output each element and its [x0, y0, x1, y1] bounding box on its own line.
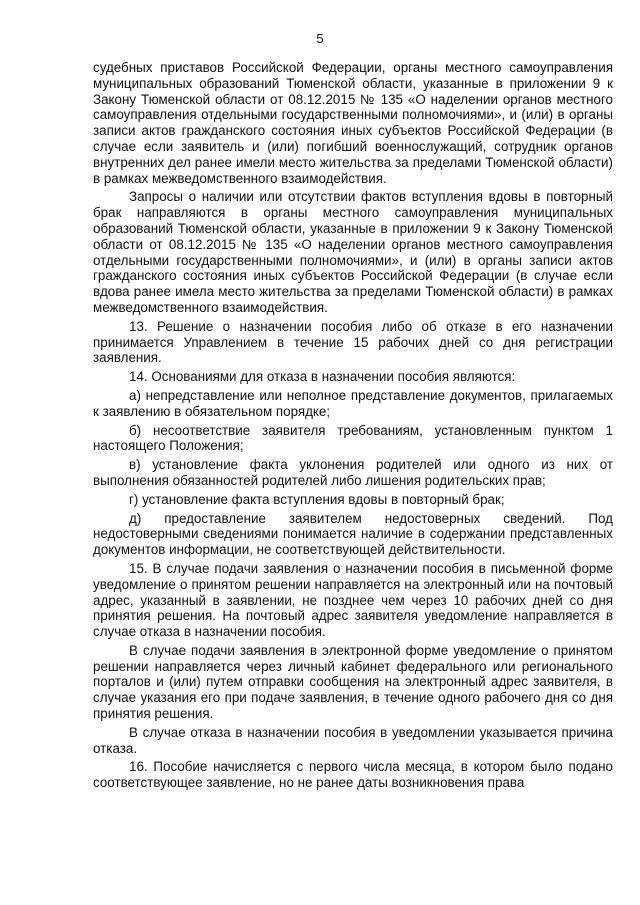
paragraph-14-refusal-grounds: 14. Основаниями для отказа в назначении пособия являются: — [129, 369, 516, 385]
paragraph-15-written-notification: 15. В случае подачи заявления о назначении пособия в письменной форме уведомление о принятом решении направляется на электронный или на почтовый адрес, указанный в заявлении, не позднее чем через 10 рабочих дней со дня принятия решения. На почтовый адрес заявителя уведомление направляется в случае отказа в назначении пособия. — [93, 560, 613, 640]
paragraph-14-v: в) установление факта уклонения родителей или одного из них от выполнения обязанностей родителей либо лишения родительских прав; — [93, 457, 613, 488]
paragraph-15-refusal-reason: В случае отказа в назначении пособия в уведомлении указывается причина отказа. — [93, 724, 613, 756]
paragraph-15-electronic-notification: В случае подачи заявления в электронной форме уведомление о принятом решении направляется через личный кабинет федерального или регионального порталов и (или) путем отправки сообщения на электронный адрес заявителя, в случае указания его при подаче заявления, в течение одного рабочего дня со дня принятия решения. — [93, 642, 613, 722]
paragraph-14-a: а) непредставление или неполное представление документов, прилагаемых к заявлению в обязательном порядке; — [93, 387, 613, 419]
paragraph-continuation: судебных приставов Российской Федерации, органы местного самоуправления муниципальных образований Тюменской области, указанные в приложении 9 к Закону Тюменской области от 08.12.2015 № 135 «О наделении органов местного самоуправления отдельными государственными полномочиями», и (или) в органы записи актов гражданского состояния иных субъектов Российской Федерации (в случае если заявитель и (или) погибший военнослужащий, сотрудник органов внутренних дел ранее имели место жительства за пределами Тюменской области) в рамках межведомственного взаимодействия. — [93, 60, 613, 186]
paragraph-14-g: г) установление факта вступления вдовы в повторный брак; — [129, 491, 505, 507]
paragraph-13-decision-deadline: 13. Решение о назначении пособия либо об отказе в его назначении принимается Управлением в течение 15 рабочих дней со дня регистрации заявления. — [93, 318, 613, 366]
paragraph-14-b: б) несоответствие заявителя требованиям, установленным пунктом 1 настоящего Положения; — [93, 422, 613, 454]
paragraph-16-accrual: 16. Пособие начисляется с первого числа месяца, в котором было подано соответствующее заявление, но не ранее даты возникновения права — [93, 759, 613, 791]
page-number: 5 — [316, 31, 324, 46]
paragraph-14-d: д) предоставление заявителем недостоверных сведений. Под недостоверными сведениями понимается наличие в содержании представленных документов информации, не соответствующей действительности. — [93, 510, 613, 558]
document-body — [93, 60, 613, 794]
paragraph-inquiries-remarriage: Запросы о наличии или отсутствии фактов вступления вдовы в повторный брак направляются в органы местного самоуправления муниципальных образований Тюменской области, указанные в приложении 9 к Закону Тюменской области от 08.12.2015 № 135 «О наделении органов местного самоуправления отдельными государственными полномочиями», и (или) в органы записи актов гражданского состояния иных субъектов Российской Федерации (в случае если вдова ранее имела место жительства за пределами Тюменской области) в рамках межведомственного взаимодействия. — [93, 189, 613, 315]
